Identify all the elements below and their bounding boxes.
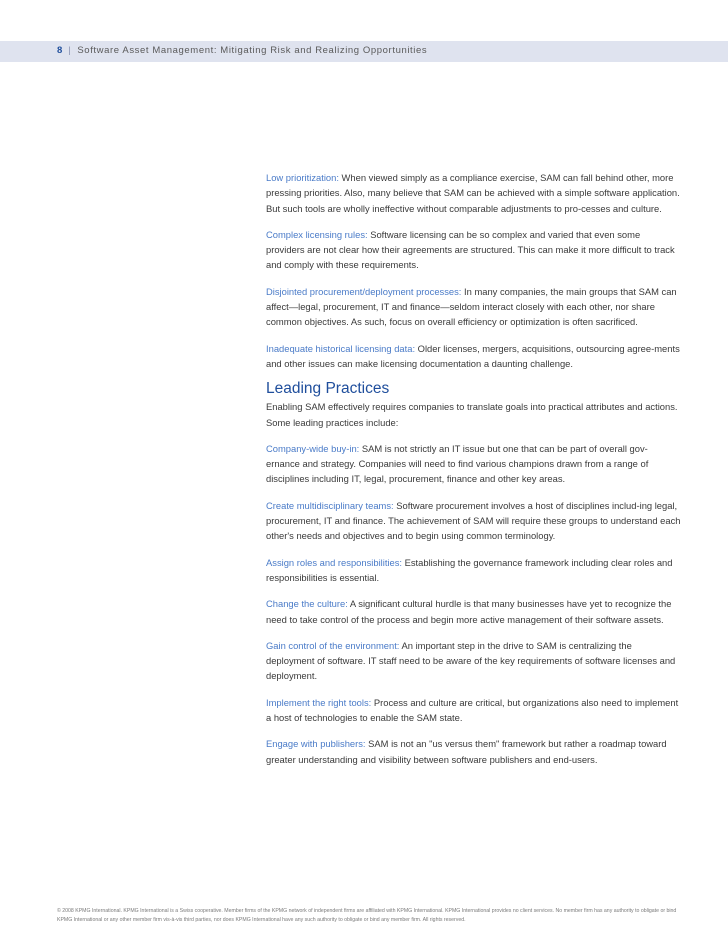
running-header: [57, 45, 427, 56]
challenge-lead: Low prioritization:: [266, 172, 339, 183]
challenge-paragraph: [266, 170, 681, 216]
section-heading: Leading Practices: [266, 380, 390, 398]
practice-text: A significant cultural hurdle is that many businesses have yet to recognize the need to take control of the process and begin more active management of their software assets.: [266, 598, 672, 625]
practice-lead: Create multidisciplinary teams:: [266, 499, 394, 511]
challenge-text: Software licensing can be so complex and varied that even some providers are not clear how their agreements are structured. This can make it more difficult to track and comply with these requirements.: [266, 228, 675, 271]
practice-paragraph: [266, 695, 681, 726]
practice-text: An important step in the drive to SAM is centralizing the deployment of software. IT staff need to be aware of the key requirements of software licenses and deployment.: [266, 639, 676, 682]
practice-text: Software procurement involves a host of disciplines includ-ing legal, procurement, IT and finance. The achievement of SAM will require these groups to understand each other's needs and objectives and to begin using common terminology.: [266, 499, 681, 542]
challenge-lead: Complex licensing rules:: [266, 228, 368, 240]
practice-lead: Gain control of the environment:: [266, 639, 400, 651]
practice-lead: Assign roles and responsibilities:: [266, 556, 403, 568]
practice-lead: Engage with publishers:: [266, 738, 366, 750]
challenge-lead: Inadequate historical licensing data:: [266, 342, 416, 354]
section-intro: Enabling SAM effectively requires companies to translate goals into practical attributes and actions. Some leading practices include:: [266, 401, 678, 428]
practice-paragraph: [266, 596, 681, 627]
challenge-paragraph: [266, 227, 681, 273]
practice-paragraph: [266, 555, 681, 586]
challenge-lead: Disjointed procurement/deployment processes:: [266, 285, 462, 297]
copyright-footer: © 2008 KPMG International. KPMG International is a Swiss cooperative. Member firms of the KPMG network of independent firms are affiliated with KPMG International. KPMG International provides no client services. No member firm has any authority to obligate or bind KPMG International or any other member firm vis-à-vis third parties, nor does KPMG International have any such authority to obligate or bind any member firm. All rights reserved.: [57, 908, 677, 923]
practice-text: Process and culture are critical, but organizations also need to implement a host of technologies to enable the SAM state.: [266, 696, 679, 724]
practice-text: Establishing the governance framework including clear roles and responsibilities is essential.: [266, 556, 673, 583]
practice-text: SAM is not strictly an IT issue but one that can be part of overall gov-ernance and strategy. Companies will need to find various champions drawn from a range of disciplines including IT, legal, procurement, finance and other key areas.: [266, 442, 649, 485]
practice-paragraph: [266, 441, 681, 487]
challenge-paragraph: [266, 341, 681, 372]
practice-lead: Change the culture:: [266, 598, 348, 610]
challenge-paragraph: [266, 284, 681, 330]
challenge-text: Older licenses, mergers, acquisitions, outsourcing agree-ments and other issues can make licensing documentation a daunting challenge.: [266, 342, 680, 369]
practice-paragraph: [266, 736, 681, 767]
document-title: Software Asset Management: Mitigating Risk and Realizing Opportunities: [77, 45, 428, 56]
page-number: 8: [57, 45, 63, 56]
body-column: [266, 170, 681, 778]
challenge-text: When viewed simply as a compliance exercise, SAM can fall behind other, more pressing priorities. Also, many believe that SAM can be achieved with a simple software application. But such tools are wholly ineffective without comparable adjustments to pro-cesses and culture.: [266, 172, 680, 214]
challenge-text: In many companies, the main groups that SAM can affect—legal, procurement, IT and finance—seldom interact closely with each other, nor share common objectives. As such, focus on overall efficiency or optimization is often sacrificed.: [266, 285, 677, 328]
header-separator: |: [68, 45, 72, 56]
practice-text: SAM is not an "us versus them" framework but rather a roadmap toward greater understanding and visibility between software publishers and end-users.: [266, 738, 667, 765]
practice-lead: Implement the right tools:: [266, 696, 372, 708]
practice-paragraph: [266, 498, 681, 544]
practice-lead: Company-wide buy-in:: [266, 442, 360, 454]
practice-paragraph: [266, 638, 681, 684]
